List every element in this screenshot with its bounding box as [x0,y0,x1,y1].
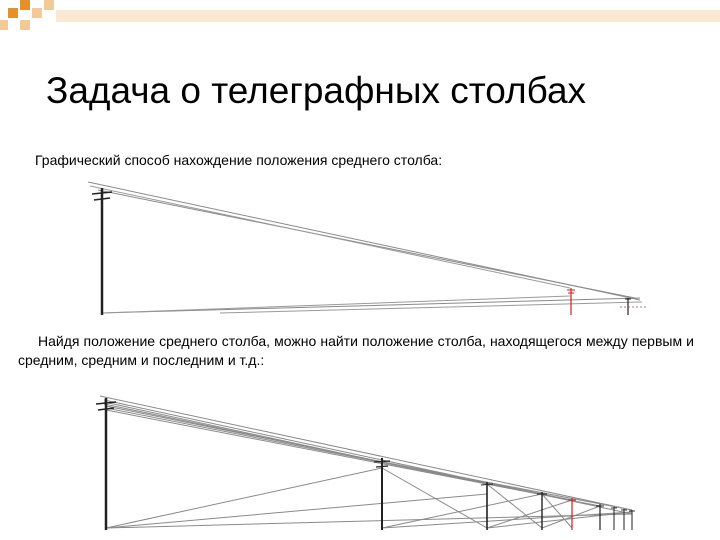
pole-3 [481,482,493,530]
deco-square [0,20,8,30]
pole-middle [567,288,575,315]
deco-square [20,0,30,10]
pole-last [625,298,631,315]
figure-middle-pole [80,170,650,320]
header-decoration [0,0,720,40]
caption-graphic-method: Графический способ нахождение положения среднего столба: [35,152,443,168]
guide-line [90,186,570,288]
deco-band [56,10,720,22]
guide-line [102,298,640,313]
deco-square [32,8,42,18]
deco-square [8,8,18,18]
pole-first [96,398,116,530]
page-title: Задача о телеграфных столбах [46,70,587,111]
deco-square [20,20,30,30]
pole-9 [629,510,635,530]
guide-line [98,190,635,298]
deco-square [44,0,54,10]
caption-subdivision: Найдя положение среднего столба, можно найти положение столба, находящегося между первым и средним, средним и последним и т.д.: [18,333,694,368]
guide-lines [100,396,632,528]
pole-first [92,188,112,315]
figure-subdivision [92,382,637,532]
